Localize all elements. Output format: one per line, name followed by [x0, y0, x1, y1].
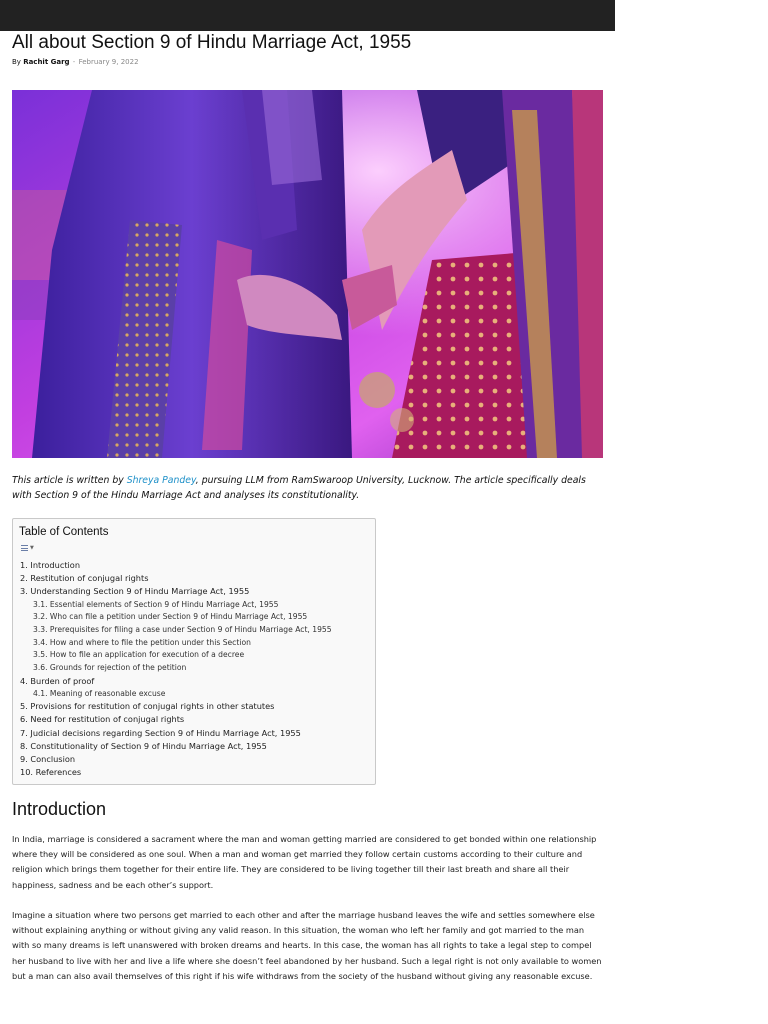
article-intro-note	[12, 473, 607, 503]
paragraph: In India, marriage is considered a sacrament where the man and woman getting married are considered to get bonded within one relationship where they will be considered as one soul. When a man and woman get married they follow certain customs according to their culture and religion which brings them together for their entire life. They are considered to be living together till their last breath and share all their happiness, sadness and be each other’s support.	[12, 834, 597, 890]
toc-item[interactable]: 6. Need for restitution of conjugal rights	[20, 714, 185, 724]
toc-item[interactable]: 9. Conclusion	[20, 754, 76, 764]
toc-item[interactable]: 7. Judicial decisions regarding Section 9 of Hindu Marriage Act, 1955	[20, 728, 301, 738]
toc-title: Table of Contents	[19, 526, 109, 538]
toc-subitem[interactable]: 4.1. Meaning of reasonable excuse	[33, 689, 166, 698]
toc-subitem[interactable]: 3.1. Essential elements of Section 9 of Hindu Marriage Act, 1955	[33, 600, 279, 609]
byline-separator: -	[72, 58, 76, 66]
toc-item[interactable]: 2. Restitution of conjugal rights	[20, 573, 149, 583]
paragraph: Imagine a situation where two persons get married to each other and after the marriage husband leaves the wife and settles somewhere else without explaining anything or without giving any valid reason. In this situation, the woman who left her family and got married to the man with so many dreams is left unanswered with broken dreams and hearts. In this case, the woman has all rights to take a legal step to compel her husband to live with her and live a life where she doesn’t feel abandoned by her husband. Such a legal right is not only available to women but a man can also avail themselves of this right if his wife withdraws from the society of the husband without giving any reasonable excuse.	[12, 910, 602, 981]
byline-by: By	[12, 58, 21, 66]
article-title: All about Section 9 of Hindu Marriage Act, 1955	[12, 32, 412, 53]
author-link[interactable]: Rachit Garg	[23, 58, 70, 66]
toc-subitem[interactable]: 3.6. Grounds for rejection of the petition	[33, 663, 187, 672]
toc-item[interactable]: 3. Understanding Section 9 of Hindu Marriage Act, 1955	[20, 586, 250, 596]
toc-subitem[interactable]: 3.2. Who can file a petition under Section 9 of Hindu Marriage Act, 1955	[33, 612, 308, 621]
publish-date: February 9, 2022	[78, 58, 139, 66]
table-of-contents	[12, 518, 376, 785]
chevron-down-icon: ▼	[30, 545, 34, 551]
site-header-bar	[0, 0, 615, 31]
list-icon	[21, 545, 28, 551]
toc-subitem[interactable]: 3.4. How and where to file the petition under this Section	[33, 638, 251, 647]
toc-subitem[interactable]: 3.5. How to file an application for execution of a decree	[33, 650, 245, 659]
hero-image	[12, 90, 603, 458]
toc-toggle-button[interactable]	[21, 543, 39, 553]
toc-item[interactable]: 1. Introduction	[20, 560, 81, 570]
toc-item[interactable]: 8. Constitutionality of Section 9 of Hindu Marriage Act, 1955	[20, 741, 267, 751]
article-byline	[12, 57, 139, 67]
section-heading-introduction: Introduction	[12, 799, 107, 819]
toc-item[interactable]: 5. Provisions for restitution of conjugal rights in other statutes	[20, 701, 275, 711]
intro-note-prefix: This article is written by	[12, 475, 127, 486]
author-profile-link[interactable]: Shreya Pandey	[126, 475, 196, 486]
toc-subitem[interactable]: 3.3. Prerequisites for filing a case under Section 9 of Hindu Marriage Act, 1955	[33, 625, 332, 634]
intro-note-suffix: , pursuing LLM from RamSwaroop University, Lucknow. The article specifically deals with Section 9 of the Hindu Marriage Act and analyses its constitutionality.	[12, 475, 586, 501]
toc-item[interactable]: 10. References	[20, 767, 82, 777]
toc-item[interactable]: 4. Burden of proof	[20, 676, 95, 686]
